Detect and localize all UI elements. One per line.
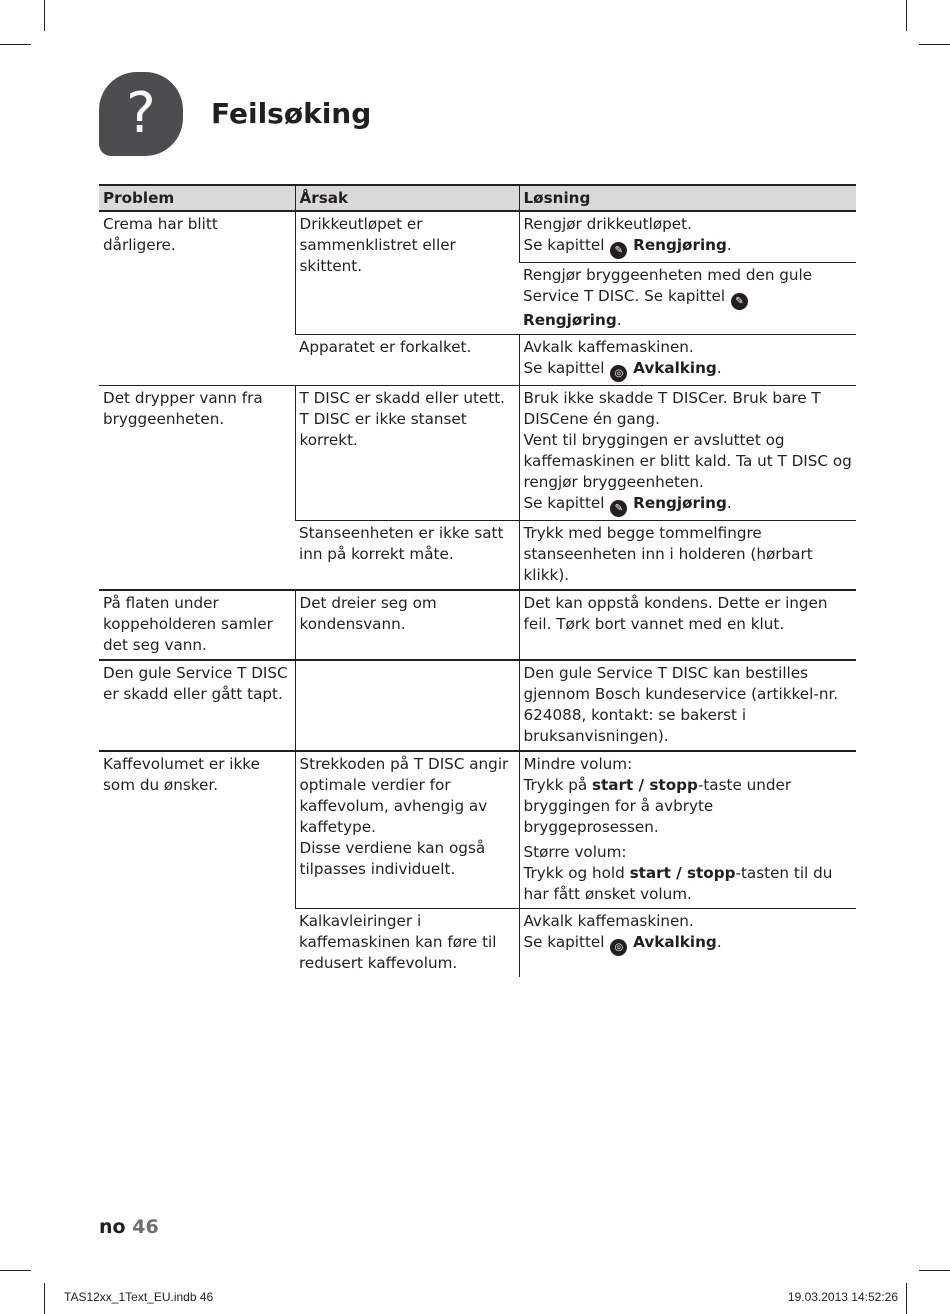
solution-cell xyxy=(519,386,856,521)
solution-text: Bruk ikke skadde T DISCer. Bruk bare T DISCene én gang. xyxy=(523,389,821,428)
problem-text: Den gule Service T DISC er skadd eller gått tapt. xyxy=(103,664,288,703)
cause-cell xyxy=(295,211,519,335)
solution-cell xyxy=(519,751,856,909)
reference-chapter: Rengjøring xyxy=(633,236,727,254)
table-row xyxy=(99,751,856,909)
solution-cell xyxy=(519,211,856,263)
start-stop-key-label: start / stopp xyxy=(591,776,698,794)
solution-text: Den gule Service T DISC kan bestilles gjennom Bosch kundeservice (artikkel-nr. 624088, kontakt: se bakerst i bruksanvisningen). xyxy=(523,664,839,745)
reference-prefix: Se kapittel xyxy=(523,359,605,377)
column-header-cause: Årsak xyxy=(295,185,519,211)
table-row xyxy=(99,590,856,660)
reference-chapter: Rengjøring xyxy=(523,311,617,329)
solution-cell xyxy=(519,590,856,660)
cause-cell xyxy=(295,909,519,978)
table-header-row xyxy=(99,185,856,211)
crop-mark xyxy=(906,0,907,31)
solution-cell xyxy=(519,521,856,591)
solution-text-part: -taste under bryggingen for å avbryte bryggeprosessen. xyxy=(523,776,792,836)
cause-text: Strekkoden på T DISC angir optimale verdier for kaffevolum, avhengig av kaffetype. xyxy=(299,755,509,836)
cause-cell xyxy=(295,386,519,521)
chapter-reference: Se kapittel ✎ Rengjøring. xyxy=(524,235,853,259)
reference-chapter: Avkalking xyxy=(633,933,717,951)
crop-mark xyxy=(44,0,45,31)
table-row xyxy=(99,211,856,263)
crop-mark xyxy=(44,1283,45,1314)
cause-text: T DISC er skadd eller utett. T DISC er ikke stanset korrekt. xyxy=(299,389,505,449)
print-slug-date: 19.03.2013 14:52:26 xyxy=(787,1290,898,1304)
solution-cell xyxy=(519,660,856,751)
solution-text-part: -tasten til du har fått ønsket volum. xyxy=(523,864,833,903)
cause-text: Disse verdiene kan også tilpasses individuelt. xyxy=(299,839,486,878)
crop-mark xyxy=(919,1270,950,1271)
problem-cell xyxy=(99,751,295,977)
reference-chapter: Rengjøring xyxy=(633,494,727,512)
reference-prefix: Se kapittel xyxy=(523,933,605,951)
cause-text: Kalkavleiringer i kaffemaskinen kan føre til redusert kaffevolum. xyxy=(299,912,497,972)
solution-cell xyxy=(519,335,856,386)
troubleshooting-table xyxy=(99,184,856,977)
cause-cell xyxy=(295,751,519,909)
page-number-value: 46 xyxy=(132,1216,159,1238)
cause-cell xyxy=(295,521,519,591)
page-number xyxy=(99,1216,159,1238)
problem-text: Crema har blitt dårligere. xyxy=(103,215,218,254)
problem-text: Det drypper vann fra bryggeenheten. xyxy=(103,389,263,428)
solution-text: Avkalk kaffemaskinen. xyxy=(523,338,694,356)
solution-text: Avkalk kaffemaskinen. xyxy=(523,912,694,930)
problem-cell xyxy=(99,211,295,386)
cause-cell xyxy=(295,660,519,751)
descale-icon: ◎ xyxy=(610,365,627,382)
brush-icon: ✎ xyxy=(610,242,627,259)
column-header-problem: Problem xyxy=(99,185,295,211)
descale-icon: ◎ xyxy=(610,939,627,956)
chapter-reference: Rengjør bryggeenheten med den gule Service T DISC. Se kapittel ✎ Rengjøring. xyxy=(523,266,813,329)
solution-subheading: Mindre volum: xyxy=(523,755,633,773)
crop-mark xyxy=(906,1283,907,1314)
chapter-reference: Se kapittel ✎ Rengjøring. xyxy=(524,493,853,517)
cause-text: Apparatet er forkalket. xyxy=(299,338,472,356)
print-slug-file: TAS12xx_1Text_EU.indb 46 xyxy=(64,1290,214,1304)
problem-text: Kaffevolumet er ikke som du ønsker. xyxy=(103,755,260,794)
question-icon: ? xyxy=(99,72,183,156)
crop-mark xyxy=(0,44,31,45)
solution-text xyxy=(524,775,853,838)
cause-text: Det dreier seg om kondensvann. xyxy=(299,594,437,633)
crop-mark xyxy=(919,44,950,45)
crop-mark xyxy=(0,1270,31,1271)
solution-cell xyxy=(519,909,856,978)
solution-text: Rengjør drikkeutløpet. xyxy=(523,215,692,233)
problem-cell xyxy=(99,386,295,591)
solution-text: Vent til bryggingen er avsluttet og kaffemaskinen er blitt kald. Ta ut T DISC og rengjør bryggeenheten. xyxy=(523,431,852,491)
cause-cell xyxy=(295,335,519,386)
brush-icon: ✎ xyxy=(610,500,627,517)
reference-chapter: Avkalking xyxy=(633,359,717,377)
page-title: Feilsøking xyxy=(211,97,372,130)
column-header-solution: Løsning xyxy=(519,185,856,211)
cause-text: Stanseenheten er ikke satt inn på korrekt måte. xyxy=(299,524,504,563)
language-code: no xyxy=(99,1216,126,1238)
problem-text: På flaten under koppeholderen samler det seg vann. xyxy=(103,594,273,654)
table-row xyxy=(99,660,856,751)
solution-cell xyxy=(519,263,856,335)
solution-subheading: Større volum: xyxy=(523,843,627,861)
table-row xyxy=(99,386,856,521)
solution-text xyxy=(524,863,853,905)
brush-icon: ✎ xyxy=(731,293,748,310)
problem-cell xyxy=(99,660,295,751)
solution-text-part: Trykk på xyxy=(523,776,588,794)
cause-cell xyxy=(295,590,519,660)
solution-text: Trykk med begge tommelfingre stanseenheten inn i holderen (hørbart klikk). xyxy=(523,524,813,584)
reference-prefix: Se kapittel xyxy=(523,236,605,254)
chapter-reference: Se kapittel ◎ Avkalking. xyxy=(524,358,853,382)
start-stop-key-label: start / stopp xyxy=(629,864,736,882)
reference-prefix: Se kapittel xyxy=(523,494,605,512)
solution-text: Rengjør bryggeenheten med den gule Service T DISC. Se kapittel xyxy=(523,266,813,305)
problem-cell xyxy=(99,590,295,660)
solution-text: Det kan oppstå kondens. Dette er ingen feil. Tørk bort vannet med en klut. xyxy=(523,594,828,633)
cause-text: Drikkeutløpet er sammenklistret eller skittent. xyxy=(299,215,456,275)
chapter-reference: Se kapittel ◎ Avkalking. xyxy=(524,932,853,956)
solution-text-part: Trykk og hold xyxy=(523,864,625,882)
